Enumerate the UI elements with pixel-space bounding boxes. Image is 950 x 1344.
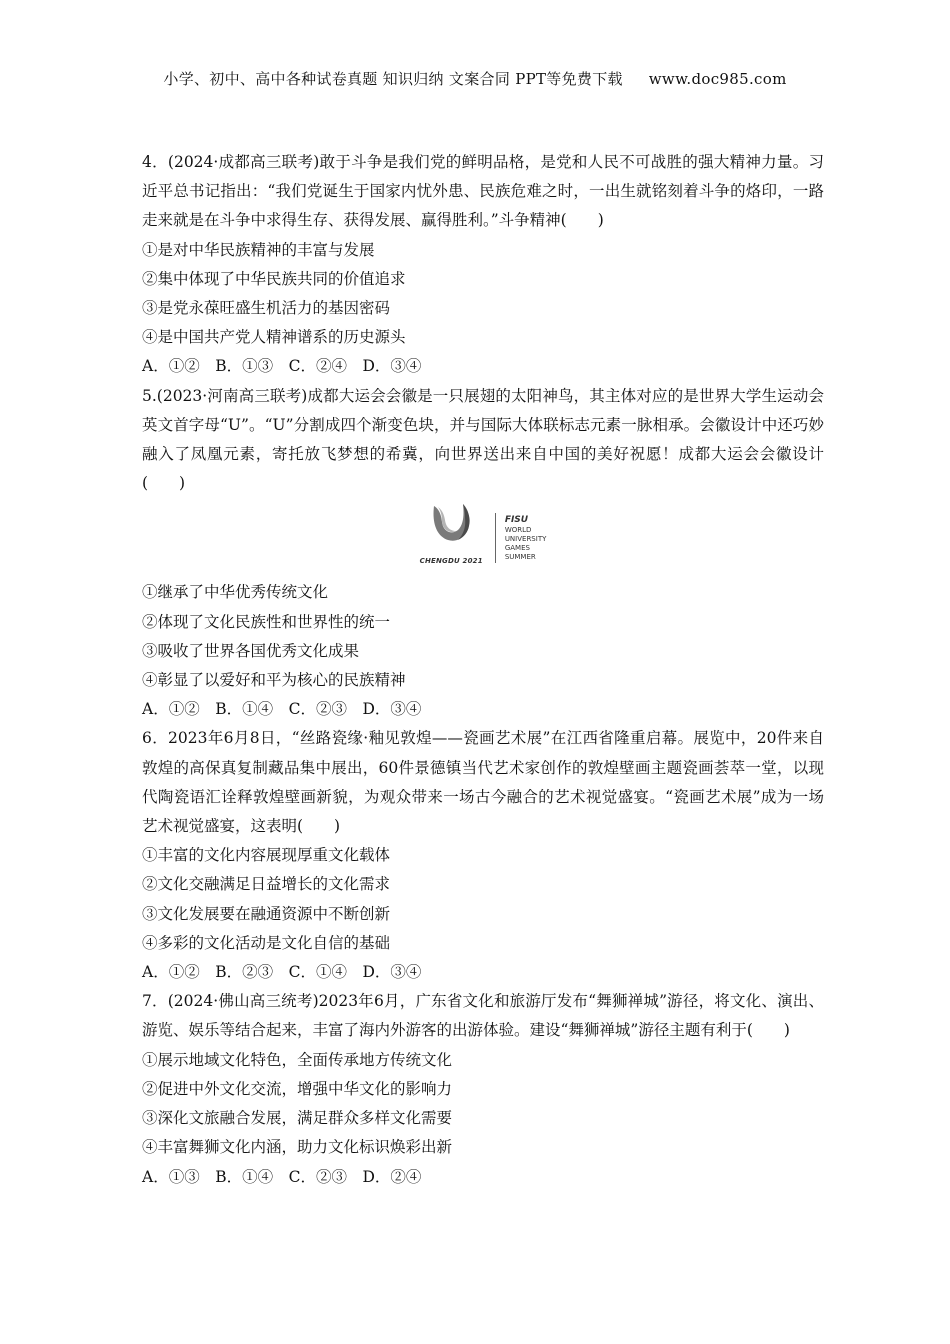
option-3: ③文化发展要在融通资源中不断创新	[142, 904, 391, 923]
logo-divider	[495, 513, 496, 563]
option-1: ①继承了中华优秀传统文化	[142, 583, 329, 602]
header-text: 小学、初中、高中各种试卷真题 知识归纳 文案合同 PPT等免费下载	[163, 70, 623, 88]
question-6	[142, 724, 824, 987]
option-4: ④丰富舞狮文化内涵，助力文化标识焕彩出新	[142, 1138, 453, 1157]
logo-line-world: WORLD	[504, 525, 532, 534]
answer-choices: A．①② B．②③ C．①④ D．③④	[142, 963, 422, 982]
sunbird-u-icon	[428, 500, 474, 546]
document-body	[142, 148, 824, 1192]
universiade-logo	[142, 502, 824, 574]
option-1: ①丰富的文化内容展现厚重文化载体	[142, 846, 391, 865]
option-4: ④是中国共产党人精神谱系的历史源头	[142, 328, 406, 347]
answer-choices: A．①② B．①③ C．②④ D．③④	[142, 357, 422, 376]
question-stem: 7．(2024·佛山高三统考)2023年6月，广东省文化和旅游厅发布“舞狮禅城”游径，将文化、演出、游览、娱乐等结合起来，丰富了海内外游客的出游体验。建设“舞狮禅城”游径主题有利于( )	[142, 992, 824, 1040]
option-3: ③吸收了世界各国优秀文化成果	[142, 641, 360, 660]
fisu-label: FISU	[504, 514, 529, 525]
option-1: ①展示地域文化特色，全面传承地方传统文化	[142, 1050, 453, 1069]
option-3: ③是党永葆旺盛生机活力的基因密码	[142, 299, 391, 318]
question-stem: 5.(2023·河南高三联考)成都大运会会徽是一只展翅的太阳神鸟，其主体对应的是世界大学生运动会英文首字母“U”。“U”分割成四个渐变色块，并与国际大体联标志元素一脉相承。会徽设计中还巧妙融入了凤凰元素，寄托放飞梦想的希冀，向世界送出来自中国的美好祝愿！成都大运会会徽设计( )	[142, 386, 824, 493]
logo-line-summer: SUMMER	[504, 552, 536, 561]
question-stem: 6．2023年6月8日，“丝路瓷缘·釉见敦煌——瓷画艺术展”在江西省隆重启幕。展览中，20件来自敦煌的高保真复制藏品集中展出，60件景德镇当代艺术家创作的敦煌壁画主题瓷画荟萃一堂，以现代陶瓷语汇诠释敦煌壁画新貌，为观众带来一场古今融合的艺术视觉盛宴。“瓷画艺术展”成为一场艺术视觉盛宴，这表明( )	[142, 729, 824, 836]
option-4: ④彰显了以爱好和平为核心的民族精神	[142, 671, 406, 690]
option-2: ②体现了文化民族性和世界性的统一	[142, 612, 391, 631]
page-header	[0, 68, 950, 89]
answer-choices: A．①③ B．①④ C．②③ D．②④	[142, 1167, 422, 1186]
header-url[interactable]: www.doc985.com	[648, 70, 787, 88]
question-stem: 4．(2024·成都高三联考)敢于斗争是我们党的鲜明品格，是党和人民不可战胜的强大精神力量。习近平总书记指出：“我们党诞生于国家内忧外患、民族危难之时，一出生就铭刻着斗争的烙印，一路走来就是在斗争中求得生存、获得发展、赢得胜利。”斗争精神( )	[142, 153, 824, 230]
option-2: ②促进中外文化交流，增强中华文化的影响力	[142, 1079, 453, 1098]
question-5	[142, 382, 824, 725]
answer-choices: A．①② B．①④ C．②③ D．③④	[142, 700, 422, 719]
logo-emblem	[420, 500, 483, 576]
logo-fisu-text	[505, 515, 547, 562]
logo-line-games: GAMES	[504, 543, 530, 552]
logo-line-university: UNIVERSITY	[504, 534, 547, 543]
option-1: ①是对中华民族精神的丰富与发展	[142, 240, 375, 259]
option-2: ②文化交融满足日益增长的文化需求	[142, 875, 391, 894]
option-4: ④多彩的文化活动是文化自信的基础	[142, 933, 391, 952]
logo-city-text: CHENGDU 2021	[419, 557, 483, 566]
option-2: ②集中体现了中华民族共同的价值追求	[142, 269, 406, 288]
question-7	[142, 987, 824, 1191]
question-4	[142, 148, 824, 382]
option-3: ③深化文旅融合发展，满足群众多样文化需要	[142, 1109, 453, 1128]
